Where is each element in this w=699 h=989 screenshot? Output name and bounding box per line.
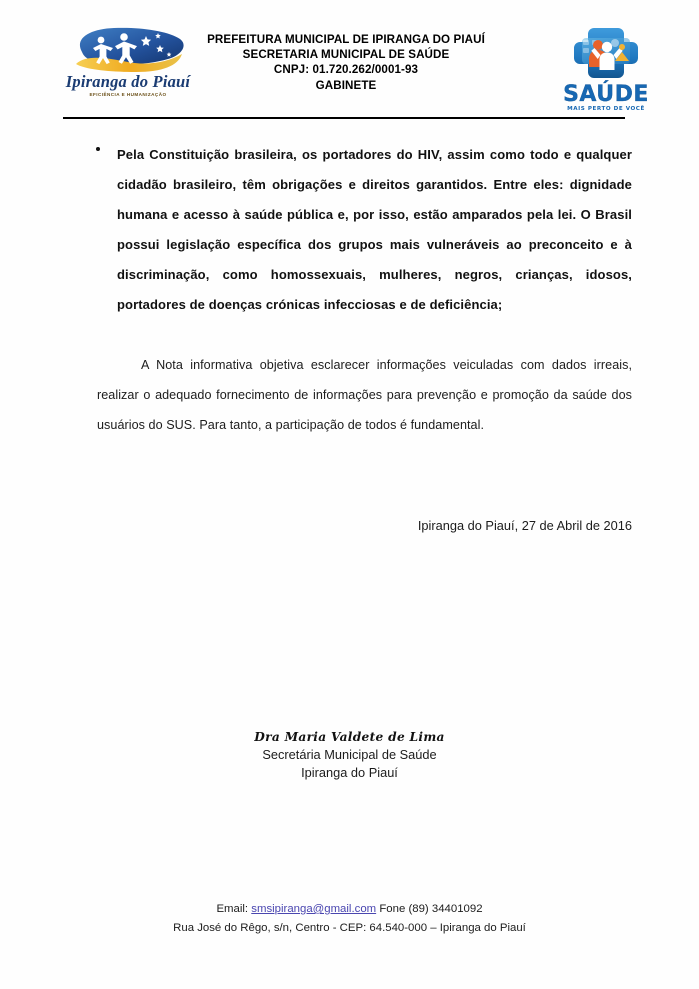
bullet-item-text: Pela Constituição brasileira, os portadores do HIV, assim como todo e qualquer cidadão brasileiro, têm obrigações e direitos garantidos. Entre eles: dignidade humana e acesso à saúde pública e, por isso, estão amparados pela lei. O Brasil possui legislação específica dos grupos mais vulneráveis ao preconceito e à discriminação, como homossexuais, mulheres, negros, crianças, idosos, portadores de doenças crónicas infecciosas e de deficiência; (117, 147, 632, 312)
signature-block (0, 729, 699, 782)
bullet-item (0, 140, 699, 320)
ipiranga-logo-tagline: EFICIÊNCIA E HUMANIZAÇÃO (89, 92, 167, 97)
body-paragraph: A Nota informativa objetiva esclarecer informações veiculadas com dados irreais, realizar o adequado fornecimento de informações para prevenção e promoção da saúde dos usuários do SUS. Para tanto, a participação de todos é fundamental. (97, 358, 632, 432)
signature-city: Ipiranga do Piauí (301, 765, 398, 780)
document-header (0, 22, 699, 114)
header-title-block (176, 32, 516, 93)
ipiranga-logo-icon (70, 26, 192, 74)
document-footer (0, 900, 699, 938)
ipiranga-logo-name: Ipiranga do Piauí (65, 72, 191, 91)
footer-email-link[interactable]: smsipiranga@gmail.com (251, 903, 377, 915)
header-title-line-2: SECRETARIA MUNICIPAL DE SAÚDE (242, 48, 450, 62)
ipiranga-logo (62, 26, 194, 110)
signature-name: Dra Maria Valdete de Lima (254, 730, 445, 744)
footer-address: Rua José do Rêgo, s/n, Centro - CEP: 64.540-000 – Ipiranga do Piauí (173, 922, 526, 934)
footer-email-label: Email: (216, 903, 249, 915)
document-body (0, 140, 699, 533)
bullet-dot-icon (96, 147, 100, 151)
saude-logo-word: SAÚDE (563, 82, 649, 107)
saude-logo-tagline: MAIS PERTO DE VOCÊ (567, 106, 645, 112)
header-title-line-4: GABINETE (315, 78, 377, 92)
signature-role: Secretária Municipal de Saúde (262, 747, 437, 762)
footer-contact-line (0, 900, 699, 919)
header-title-line-3: CNPJ: 01.720.262/0001-93 (273, 63, 419, 77)
footer-phone: Fone (89) 34401092 (379, 903, 483, 915)
header-divider (63, 117, 625, 119)
header-title-line-1: PREFEITURA MUNICIPAL DE IPIRANGA DO PIAUÍ (207, 33, 485, 46)
saude-logo (552, 24, 660, 112)
dateline: Ipiranga do Piauí, 27 de Abril de 2016 (417, 518, 632, 533)
saude-cross-icon (570, 24, 642, 84)
